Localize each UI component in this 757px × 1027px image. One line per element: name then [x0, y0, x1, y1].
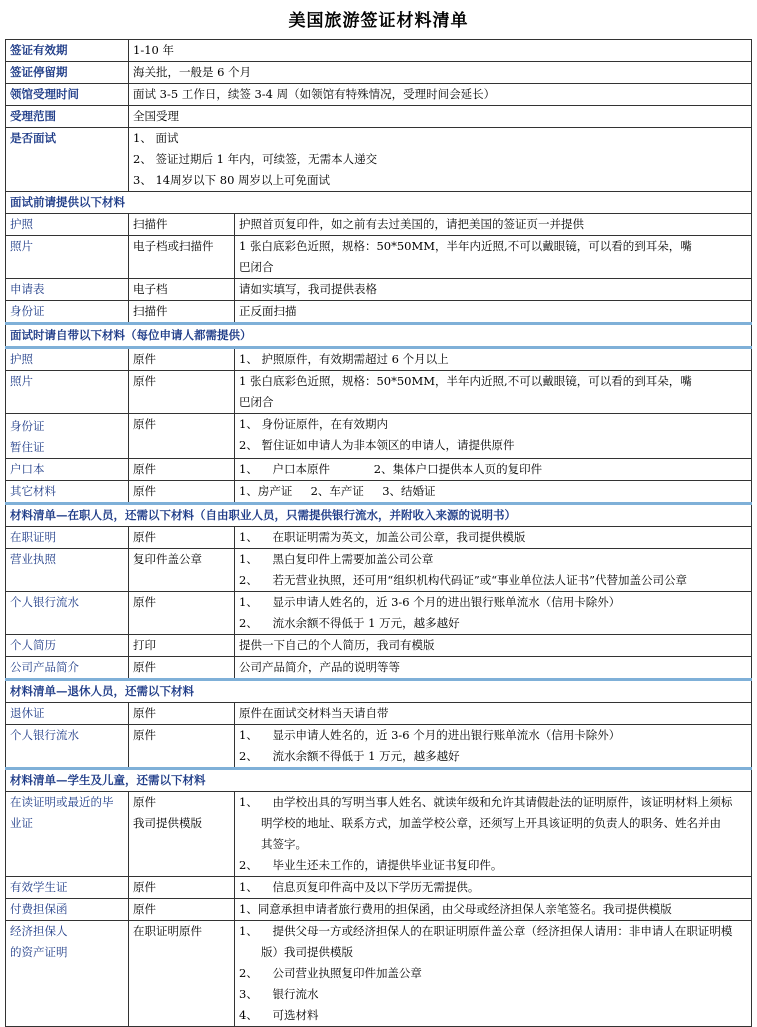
item-form: 扫描件	[129, 214, 235, 236]
processing-label: 领馆受理时间	[6, 84, 129, 106]
table-row	[6, 703, 752, 725]
form-line: 原件	[133, 795, 156, 809]
item-form: 原件	[129, 657, 235, 680]
item-form: 原件	[129, 899, 235, 921]
section-header: 面试前请提供以下材料	[6, 192, 752, 214]
stay-label: 签证停留期	[6, 62, 129, 84]
table-row	[6, 414, 752, 459]
table-row	[6, 459, 752, 481]
table-row	[6, 236, 752, 279]
desc-line: 1、 黑白复印件上需要加盖公司公章	[239, 552, 434, 566]
desc-line: 1、 由学校出具的写明当事人姓名、就读年级和允许其请假赴法的证明原件，该证明材料上须标	[239, 795, 733, 809]
section-header-row	[6, 680, 752, 703]
item-desc	[235, 921, 752, 1027]
item-desc: 1、 信息页复印件高中及以下学历无需提供。	[235, 877, 752, 899]
table-row	[6, 725, 752, 769]
scope-label: 受理范围	[6, 106, 129, 128]
table-row	[6, 921, 752, 1027]
list-item: 1、 面试	[133, 131, 179, 145]
desc-line: 3、 银行流水	[239, 987, 319, 1001]
section-header: 材料清单—退休人员，还需以下材料	[6, 680, 752, 703]
item-form: 扫描件	[129, 301, 235, 324]
item-name: 护照	[6, 214, 129, 236]
table-row	[6, 279, 752, 301]
item-name: 公司产品简介	[6, 657, 129, 680]
validity-label: 签证有效期	[6, 40, 129, 62]
table-row	[6, 371, 752, 414]
name-line: 的资产证明	[10, 945, 68, 959]
item-name: 其它材料	[6, 481, 129, 504]
item-name: 个人简历	[6, 635, 129, 657]
table-row	[6, 348, 752, 371]
form-line: 我司提供模版	[133, 816, 202, 830]
table-row	[6, 899, 752, 921]
table-row	[6, 301, 752, 324]
item-form: 原件	[129, 348, 235, 371]
item-form: 电子档或扫描件	[129, 236, 235, 279]
name-line: 在读证明或最近的毕	[10, 795, 114, 809]
item-desc	[235, 236, 752, 279]
visa-materials-table	[5, 39, 752, 1027]
item-name	[6, 414, 129, 459]
table-row	[6, 128, 752, 192]
item-form: 复印件盖公章	[129, 549, 235, 592]
interview-label: 是否面试	[6, 128, 129, 192]
desc-line: 2、 公司营业执照复印件加盖公章	[239, 966, 422, 980]
desc-line: 2、 若无营业执照，还可用“组织机构代码证”或“事业单位法人证书”代替加盖公司公章	[239, 573, 687, 587]
desc-line: 1、 提供父母一方或经济担保人的在职证明原件盖公章（经济担保人请用：非申请人在职证明模	[239, 924, 733, 938]
table-row	[6, 214, 752, 236]
section-header: 材料清单—在职人员，还需以下材料（自由职业人员，只需提供银行流水，并附收入来源的说明书）	[6, 504, 752, 527]
section-header: 面试时请自带以下材料（每位申请人都需提供）	[6, 324, 752, 348]
item-desc: 护照首页复印件，如之前有去过美国的，请把美国的签证页一并提供	[235, 214, 752, 236]
table-row	[6, 549, 752, 592]
item-name: 身份证	[6, 301, 129, 324]
name-line: 业证	[10, 816, 33, 830]
desc-line: 版）我司提供模版	[261, 945, 353, 959]
table-row	[6, 481, 752, 504]
item-desc	[235, 792, 752, 877]
item-desc: 请如实填写，我司提供表格	[235, 279, 752, 301]
table-row	[6, 635, 752, 657]
desc-line: 明学校的地址、联系方式，加盖学校公章，还须写上开具该证明的负责人的职务、姓名并由	[261, 816, 721, 830]
name-line: 暂住证	[10, 440, 45, 454]
item-name	[6, 792, 129, 877]
item-name: 在职证明	[6, 527, 129, 549]
table-row	[6, 592, 752, 635]
table-row	[6, 527, 752, 549]
scope-value: 全国受理	[129, 106, 752, 128]
item-desc: 公司产品简介，产品的说明等等	[235, 657, 752, 680]
section-header-row	[6, 192, 752, 214]
item-form: 原件	[129, 481, 235, 504]
processing-value: 面试 3-5 工作日，续签 3-4 周（如领馆有特殊情况，受理时间会延长）	[129, 84, 752, 106]
section-header-row	[6, 324, 752, 348]
desc-line: 巴闭合	[239, 260, 274, 274]
item-form: 原件	[129, 725, 235, 769]
item-desc: 提供一下自己的个人简历，我司有模版	[235, 635, 752, 657]
validity-value: 1-10 年	[129, 40, 752, 62]
item-name: 有效学生证	[6, 877, 129, 899]
table-row	[6, 40, 752, 62]
item-form: 在职证明原件	[129, 921, 235, 1027]
section-header-row	[6, 769, 752, 792]
desc-line: 1 张白底彩色近照，规格：50*50MM，半年内近照,不可以戴眼镜，可以看的到耳朵，嘴	[239, 374, 692, 388]
item-form: 原件	[129, 371, 235, 414]
item-form: 打印	[129, 635, 235, 657]
item-desc	[235, 549, 752, 592]
item-name	[6, 921, 129, 1027]
item-form: 原件	[129, 703, 235, 725]
item-form: 原件	[129, 877, 235, 899]
item-form	[129, 792, 235, 877]
table-row	[6, 84, 752, 106]
interview-value	[129, 128, 752, 192]
item-desc	[235, 592, 752, 635]
item-name: 个人银行流水	[6, 592, 129, 635]
item-desc	[235, 725, 752, 769]
item-form: 电子档	[129, 279, 235, 301]
section-header: 材料清单—学生及儿童，还需以下材料	[6, 769, 752, 792]
desc-line: 2、 暂住证如申请人为非本领区的申请人，请提供原件	[239, 438, 515, 452]
desc-line: 2、 毕业生还未工作的，请提供毕业证书复印件。	[239, 858, 503, 872]
name-line: 身份证	[10, 419, 45, 433]
table-row	[6, 792, 752, 877]
item-name: 付费担保函	[6, 899, 129, 921]
item-desc: 原件在面试交材料当天请自带	[235, 703, 752, 725]
desc-line: 2、 流水余额不得低于 1 万元，越多越好	[239, 616, 460, 630]
list-item: 3、 14周岁以下 80 周岁以上可免面试	[133, 173, 331, 187]
table-row	[6, 877, 752, 899]
desc-line: 1、 显示申请人姓名的，近 3-6 个月的进出银行账单流水（信用卡除外）	[239, 595, 621, 609]
item-desc: 1、同意承担申请者旅行费用的担保函，由父母或经济担保人亲笔签名。我司提供模版	[235, 899, 752, 921]
desc-line: 1 张白底彩色近照，规格：50*50MM，半年内近照,不可以戴眼镜，可以看的到耳朵，嘴	[239, 239, 692, 253]
item-name: 个人银行流水	[6, 725, 129, 769]
item-name: 照片	[6, 371, 129, 414]
stay-value: 海关批，一般是 6 个月	[129, 62, 752, 84]
desc-line: 4、 可选材料	[239, 1008, 319, 1022]
item-desc	[235, 414, 752, 459]
section-header-row	[6, 504, 752, 527]
item-form: 原件	[129, 414, 235, 459]
item-desc: 1、 在职证明需为英文，加盖公司公章，我司提供模版	[235, 527, 752, 549]
name-line: 经济担保人	[10, 924, 68, 938]
item-desc: 1、房产证 2、车产证 3、结婚证	[235, 481, 752, 504]
item-form: 原件	[129, 592, 235, 635]
item-name: 户口本	[6, 459, 129, 481]
table-row	[6, 106, 752, 128]
item-desc	[235, 371, 752, 414]
desc-line: 巴闭合	[239, 395, 274, 409]
desc-line: 其签字。	[261, 837, 307, 851]
item-name: 护照	[6, 348, 129, 371]
item-name: 照片	[6, 236, 129, 279]
item-form: 原件	[129, 527, 235, 549]
item-desc: 正反面扫描	[235, 301, 752, 324]
item-desc: 1、 护照原件，有效期需超过 6 个月以上	[235, 348, 752, 371]
item-form: 原件	[129, 459, 235, 481]
desc-line: 1、 显示申请人姓名的，近 3-6 个月的进出银行账单流水（信用卡除外）	[239, 728, 621, 742]
desc-line: 1、 身份证原件，在有效期内	[239, 417, 388, 431]
item-name: 申请表	[6, 279, 129, 301]
item-name: 退休证	[6, 703, 129, 725]
table-row	[6, 62, 752, 84]
list-item: 2、 签证过期后 1 年内，可续签，无需本人递交	[133, 152, 378, 166]
item-name: 营业执照	[6, 549, 129, 592]
page-title: 美国旅游签证材料清单	[288, 11, 469, 31]
desc-line: 2、 流水余额不得低于 1 万元，越多越好	[239, 749, 460, 763]
table-row	[6, 657, 752, 680]
item-desc: 1、 户口本原件 2、集体户口提供本人页的复印件	[235, 459, 752, 481]
